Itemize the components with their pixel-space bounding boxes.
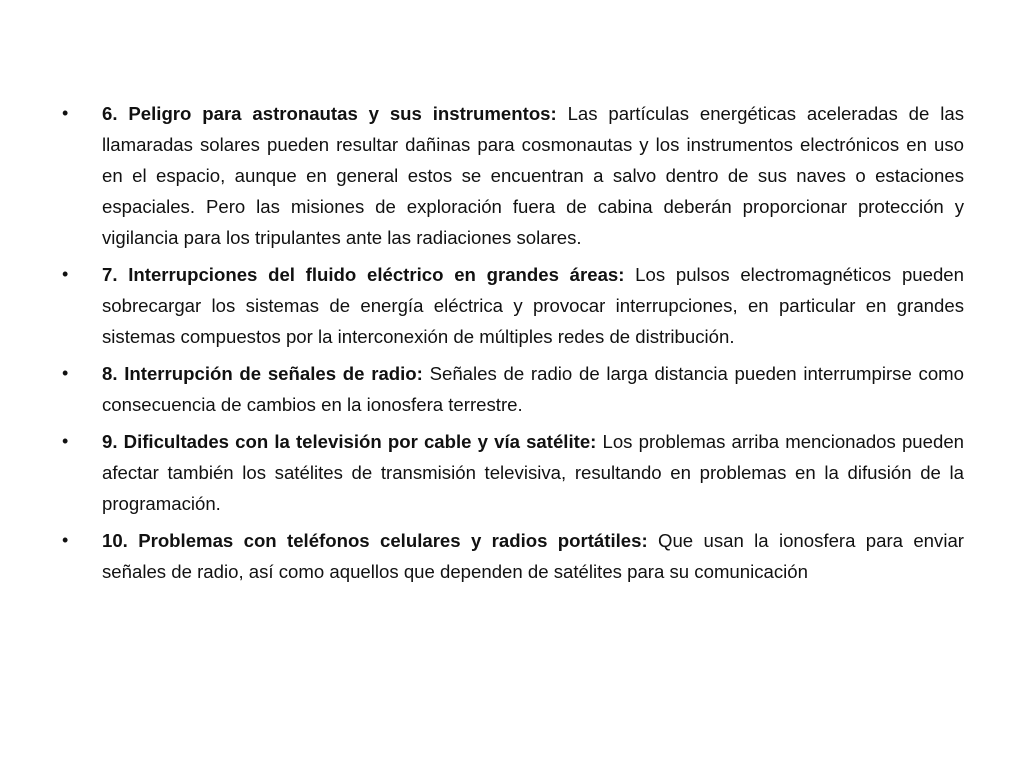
item-body: Señales de radio de larga distancia pueden interrumpirse como consecuencia de cambios en la ionosfera terrestre. xyxy=(102,363,965,415)
item-heading: 6. Peligro para astronautas y sus instrumentos: xyxy=(102,103,568,124)
bullet-icon: • xyxy=(62,431,69,451)
item-heading: 8. Interrupción de señales de radio: xyxy=(102,363,430,384)
bullet-item-9 xyxy=(62,426,964,519)
bullet-list xyxy=(62,98,964,593)
item-heading: 9. Dificultades con la televisión por cable y vía satélite: xyxy=(102,431,603,452)
bullet-icon: • xyxy=(62,530,69,550)
item-body: Los problemas arriba mencionados pueden afectar también los satélites de transmisión televisiva, resultando en problemas en la difusión de la programación. xyxy=(102,431,964,514)
bullet-icon: • xyxy=(62,264,69,284)
item-heading: 10. Problemas con teléfonos celulares y radios portátiles: xyxy=(102,530,658,551)
item-heading: 7. Interrupciones del fluido eléctrico en grandes áreas: xyxy=(102,264,636,285)
bullet-item-7 xyxy=(62,259,964,352)
bullet-item-8 xyxy=(62,358,964,420)
bullet-icon: • xyxy=(62,103,69,123)
bullet-icon: • xyxy=(62,363,69,383)
bullet-item-10 xyxy=(62,525,964,587)
item-body: Que usan la ionosfera para enviar señales de radio, así como aquellos que dependen de satélites para su comunicación xyxy=(102,530,964,582)
item-body: Los pulsos electromagnéticos pueden sobrecargar los sistemas de energía eléctrica y provocar interrupciones, en particular en grandes sistemas compuestos por la interconexión de múltiples redes de distribución. xyxy=(102,264,964,347)
bullet-item-6 xyxy=(62,98,964,253)
item-body: Las partículas energéticas aceleradas de las llamaradas solares pueden resultar dañinas para cosmonautas y los instrumentos electrónicos en uso en el espacio, aunque en general estos se encuentran a salvo dentro de sus naves o estaciones espaciales. Pero las misiones de exploración fuera de cabina deberán proporcionar protección y vigilancia para los tripulantes ante las radiaciones solares. xyxy=(102,103,964,248)
